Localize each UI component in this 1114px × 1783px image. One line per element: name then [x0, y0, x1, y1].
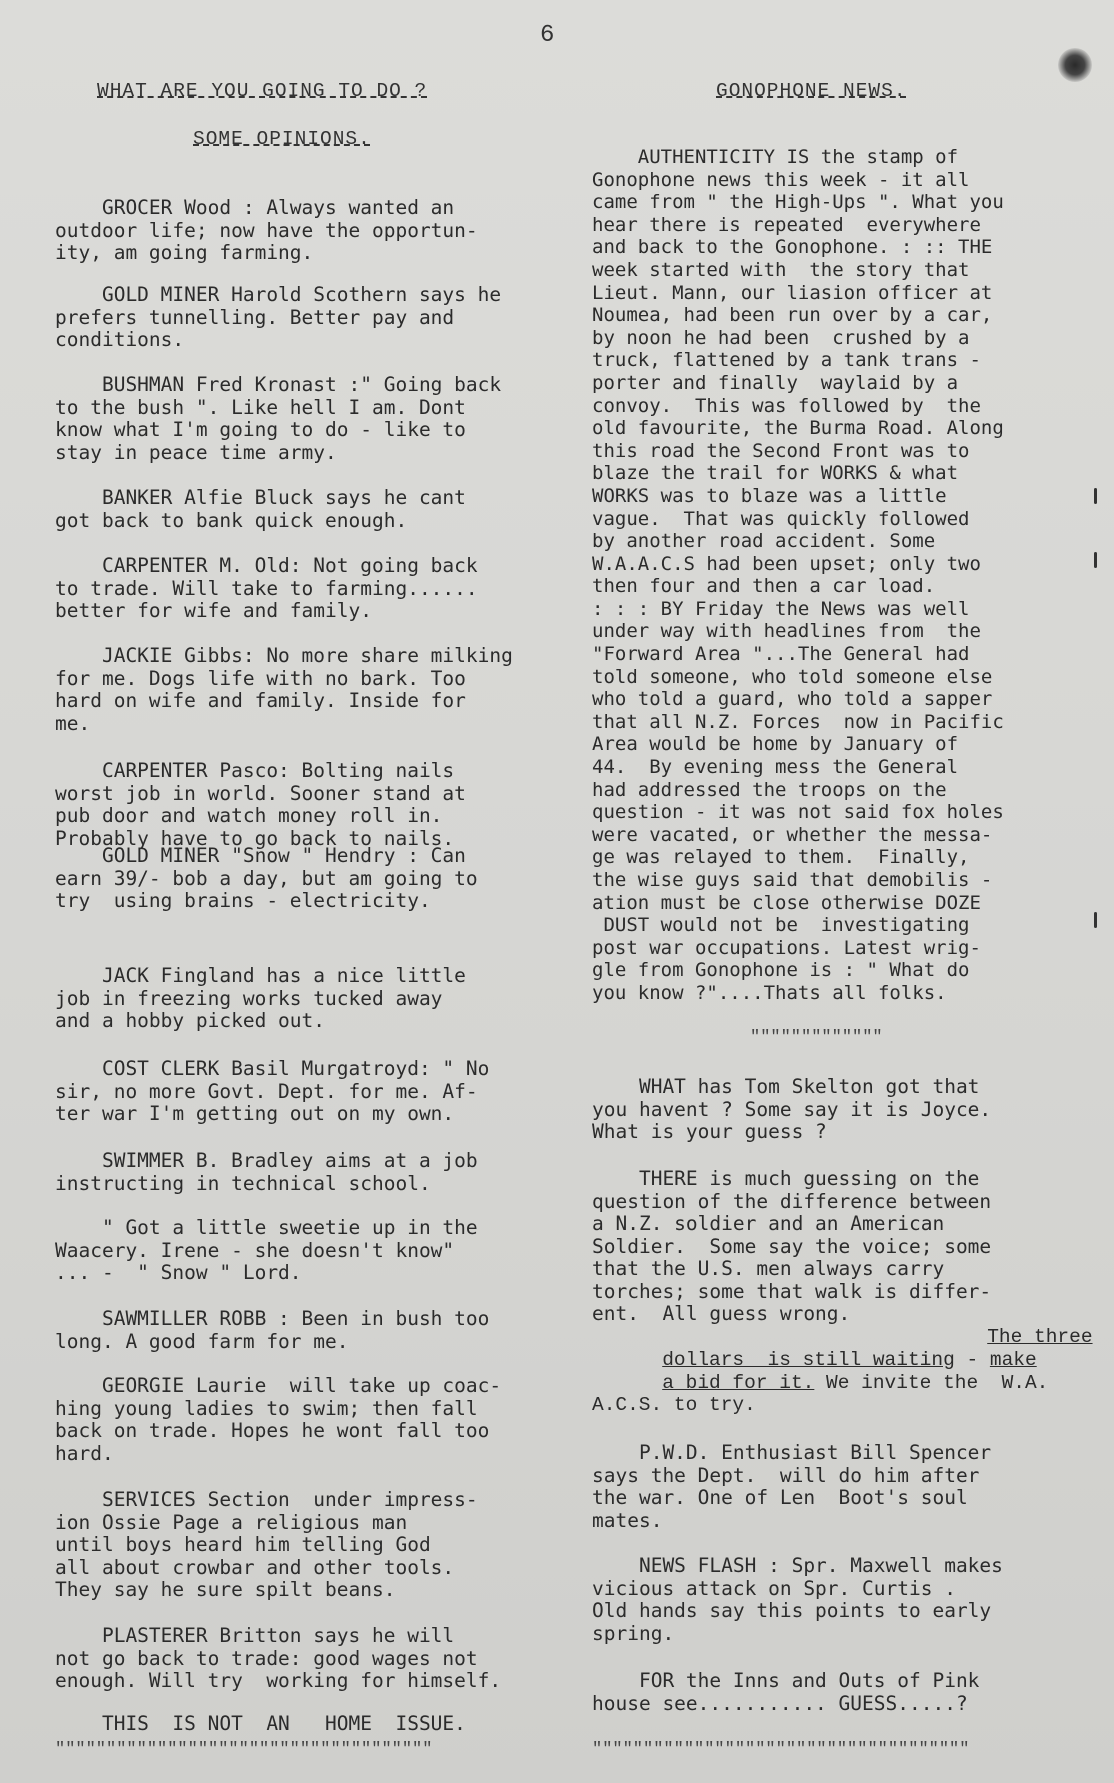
opinion-sawmiller: SAWMILLER ROBB : Been in bush too long. A good farm for me.	[55, 1307, 490, 1353]
margin-mark	[1094, 912, 1097, 928]
opinion-snow-hendry: GOLD MINER "Snow " Hendry : Can earn 39/- bob a day, but am going to try using brains - electricity.	[55, 844, 478, 912]
prize-underlined-make: make	[989, 1348, 1037, 1371]
opinion-snow-lord: " Got a little sweetie up in the Waacery. Irene - she doesn't know" ... - " Snow " Lord.	[55, 1216, 478, 1284]
opinion-carpenter-pasco: CARPENTER Pasco: Bolting nails worst job in world. Sooner stand at pub door and watch money roll in. Probably have to go back to nails.	[55, 759, 466, 850]
home-issue-note: THIS IS NOT AN HOME ISSUE.	[55, 1712, 466, 1735]
opinion-services: SERVICES Section under impress- ion Ossie Page a religious man until boys heard him telling God all about crowbar and other tools. They say he sure spilt beans.	[55, 1488, 478, 1601]
prize-offer-line-3	[592, 1349, 1048, 1439]
opinion-grocer: GROCER Wood : Always wanted an outdoor life; now have the opportun- ity, am going farming.	[55, 196, 478, 264]
margin-mark	[1094, 488, 1097, 504]
left-subheading: SOME OPINIONS.	[193, 128, 371, 150]
prize-underlined-bid: a bid for it.	[662, 1371, 815, 1394]
opinion-plasterer: PLASTERER Britton says he will not go back to trade: good wages not enough. Will try working for himself.	[55, 1624, 502, 1692]
opinion-jack-fingland: JACK Fingland has a nice little job in freezing works tucked away and a hobby picked out.	[55, 964, 466, 1032]
prize-offer-line-2: dollars is still waiting - make	[662, 1348, 1037, 1371]
gonophone-news-story: AUTHENTICITY IS the stamp of Gonophone news this week - it all came from " the High-Ups ". What you hear there is repeated everywhere and back to the Gonophone. : :: THE week started with the story that Lieut. Mann, our liasion officer at Noumea, had been run over by a car, by noon he had been crushed by a truck, flattened by a tank trans - porter and finally waylaid by a convoy. This was followed by the old favourite, the Burma Road. Along this road the Second Front was to blaze the trail for WORKS & what WORKS was to blaze was a little vague. That was quickly followed by another road accident. Some W.A.A.C.S had been upset; only two then four and then a car load. : : : BY Friday the News was well under way with headlines from the "Forward Area "...The General had told someone, who told someone else who told a guard, who told a sapper that all N.Z. Forces now in Pacific Area would be home by January of 44. By evening mess the General had addressed the troops on the question - it was not said fox holes were vacated, or whether the messa- ge was relayed to them. Finally, the wise guys said that demobilis - ation must be close otherwise DOZE DUST would not be investigating post war occupations. Latest wrig- gle from Gonophone is : " What do you know ?"....Thats all folks.	[592, 146, 1004, 1004]
page-number: 6	[540, 22, 555, 49]
tom-skelton-item: WHAT has Tom Skelton got that you havent ? Some say it is Joyce. What is your guess ?	[592, 1075, 992, 1143]
opinion-bushman: BUSHMAN Fred Kronast :" Going back to the bush ". Like hell I am. Dont know what I'm going to do - like to stay in peace time army.	[55, 373, 502, 464]
prize-underlined-dollars: dollars is still waiting	[662, 1348, 955, 1371]
pink-house-item: FOR the Inns and Outs of Pink house see........... GUESS.....?	[592, 1669, 980, 1715]
soldier-difference-item: THERE is much guessing on the question of the difference between a N.Z. soldier and an American Soldier. Some say the voice; some that the U.S. men always carry torches; some that walk is differ- ent. All guess wrong.	[592, 1167, 992, 1325]
opinion-gold-miner: GOLD MINER Harold Scothern says he prefers tunnelling. Better pay and conditions.	[55, 283, 502, 351]
opinion-banker: BANKER Alfie Bluck says he cant got back to bank quick enough.	[55, 486, 466, 532]
short-separator: """""""""""""	[750, 1028, 883, 1047]
pwd-enthusiast-item: P.W.D. Enthusiast Bill Spencer says the Dept. will do him after the war. One of Len Boot's soul mates.	[592, 1441, 992, 1532]
news-flash-item: NEWS FLASH : Spr. Maxwell makes vicious attack on Spr. Curtis . Old hands say this points to early spring.	[592, 1554, 1003, 1645]
opinion-jackie-gibbs: JACKIE Gibbs: No more share milking for me. Dogs life with no bark. Too hard on wife and family. Inside for me.	[55, 644, 513, 735]
right-heading: GONOPHONE NEWS.	[716, 80, 907, 102]
right-separator: """""""""""""""""""""""""""""""""""""	[592, 1740, 970, 1759]
opinion-swimmer: SWIMMER B. Bradley aims at a job instructing in technical school.	[55, 1149, 478, 1195]
prize-underlined-lead: The three	[987, 1325, 1093, 1348]
ink-blot	[1058, 48, 1092, 82]
opinion-carpenter-old: CARPENTER M. Old: Not going back to trade. Will take to farming...... better for wife and family.	[55, 554, 478, 622]
prize-invite: We invite the W.A. A.C.S. to try.	[592, 1371, 1049, 1416]
left-separator: """""""""""""""""""""""""""""""""""""	[55, 1740, 433, 1759]
left-heading: WHAT ARE YOU GOING TO DO ?	[97, 80, 428, 102]
margin-mark	[1094, 552, 1097, 568]
opinion-cost-clerk: COST CLERK Basil Murgatroyd: " No sir, no more Govt. Dept. for me. Af- ter war I'm getting out on my own.	[55, 1057, 490, 1125]
opinion-georgie: GEORGIE Laurie will take up coac- hing young ladies to swim; then fall back on trade. Hopes he wont fall too hard.	[55, 1374, 502, 1465]
